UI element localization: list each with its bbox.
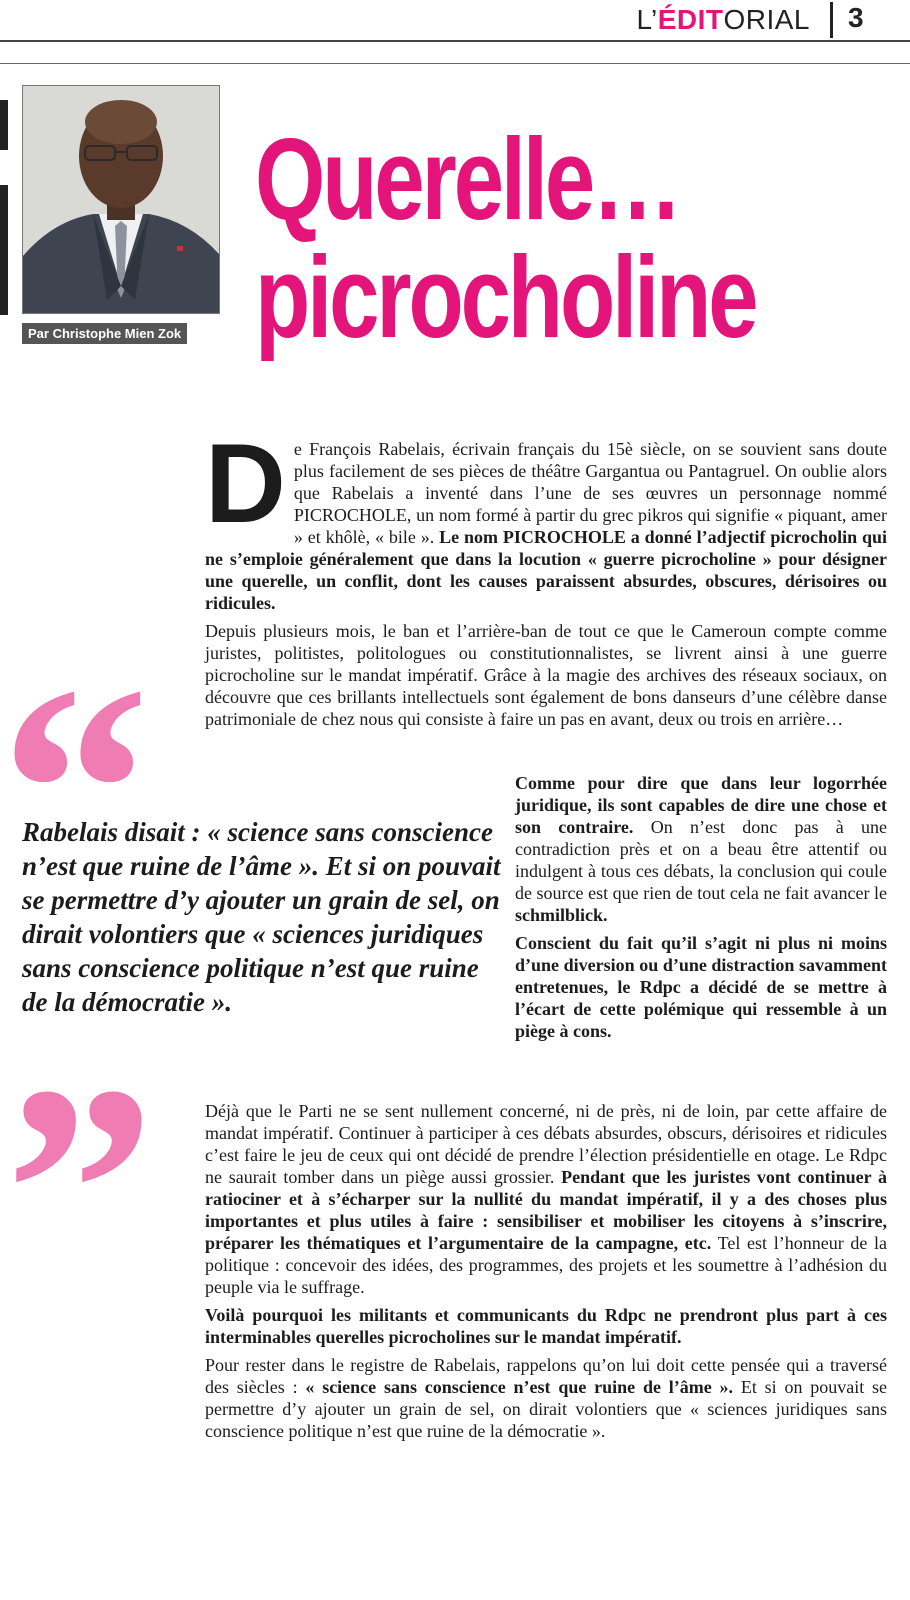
page-number: 3	[848, 2, 864, 33]
section-accent: ÉDIT	[657, 4, 724, 35]
paragraph-2-bold: Comme pour dire que dans leur logorrhée juridique, ils sont capables de dire une chose et son contraire.	[515, 773, 887, 837]
author-photo	[22, 85, 220, 314]
paragraph-5	[205, 1354, 887, 1442]
paragraph-3-bold-b: Pendant que les juristes vont continuer à ratiociner et à s’écharper sur la nullité du mandat impératif, il y a des choses plus importantes et plus utiles à faire : sensibiliser et mobiliser les citoyens à s’inscrire, préparer les thématiques et l’argumentaire de la campagne, etc.	[205, 1167, 888, 1253]
paragraph-2-bold-end: schmilblick.	[515, 905, 608, 925]
paragraph-5-text-b: Et si on pouvait se permettre d’y ajouter un grain de sel, on dirait volontiers que « sciences juridiques sans conscience politique n’est que ruine de la démocratie ».	[205, 1377, 888, 1441]
article-body-top	[205, 421, 888, 736]
section-prefix: L’	[636, 4, 658, 35]
title-line-1: Querelle…	[255, 114, 680, 244]
close-quote-mark: ”	[5, 1024, 155, 1356]
paragraph-3-text-c: Tel est l’honneur de la politique : concevoir des idées, des programmes, des projets et les soumettre à l’adhésion du peuple via le suffrage.	[205, 1233, 888, 1297]
author-byline: Par Christophe Mien Zok	[22, 323, 187, 344]
paragraph-3-continued	[205, 1100, 887, 1298]
paragraph-4	[205, 1304, 887, 1348]
paragraph-2-text: Depuis plusieurs mois, le ban et l’arrière-ban de tout ce que le Cameroun compte comme juristes, politistes, politologues ou constitutionnalistes, se livrent ainsi à une guerre picrocholine sur le mandat impératif. Grâce à la magie des archives des réseaux sociaux, on découvre que ces brillants intellectuels sont également de bons danseurs d’une célèbre danse patrimoniale de chez nous qui consiste à faire un pas en avant, deux ou trois en arrière…	[205, 621, 887, 729]
paragraph-2	[205, 620, 887, 730]
page-header	[0, 0, 910, 44]
paragraph-1-text: e François Rabelais, écrivain français du 15è siècle, on se souvient sans doute plus facilement de ses pièces de théâtre Gargantua ou Pantagruel. On oublie alors que Rabelais a inventé dans l’une de ses œuvres un personnage nommé PICROCHOLE, un nom formé à partir du grec pikros qui signifie « piquant, amer » et khôlè, « bile ».	[293, 439, 887, 547]
section-label	[636, 4, 810, 36]
article-title	[255, 114, 762, 362]
article-body-bottom	[205, 1100, 887, 1448]
paragraph-5-text-a: Pour rester dans le registre de Rabelais, rappelons qu’on lui doit cette pensée qui a traversé des siècles :	[205, 1355, 887, 1397]
adjacent-page-edge-gap	[0, 150, 8, 185]
article-body-right-column	[515, 772, 887, 1048]
pull-quote: Rabelais disait : « science sans conscience n’est que ruine de l’âme ». Et si on pouvait se permettre d’y ajouter un grain de sel, on dirait volontiers que « sciences juridiques sans conscience politique n’est que ruine de la démocratie ».	[22, 817, 501, 1017]
section-suffix: ORIAL	[723, 4, 810, 35]
author-portrait-illustration	[23, 86, 219, 313]
paragraph-1	[205, 421, 888, 614]
paragraph-2-continued	[515, 772, 887, 926]
title-line-2: picrocholine	[255, 232, 756, 362]
header-separator	[830, 2, 833, 38]
paragraph-3-text-a: Déjà que le Parti ne se sent nullement concerné, ni de près, ni de loin, par cette affaire de mandat impératif. Continuer à participer à ces débats absurdes, obscurs, dérisoires et ridicules c’est faire le jeu de ceux qui ont décidé de prendre l’élection présidentielle en otage. Le Rdpc ne saurait tomber dans un piège aussi grossier.	[205, 1101, 887, 1187]
paragraph-1-bold: Le nom PICROCHOLE a donné l’adjectif picrocholin qui ne s’emploie généralement que dans la locution « guerre picrocholine » pour désigner une querelle, un conflit, dont les causes paraissent absurdes, obscures, dérisoires ou ridicules.	[205, 527, 888, 613]
paragraph-4-bold: Voilà pourquoi les militants et communicants du Rdpc ne prendront plus part à ces interminables querelles picrocholines sur le mandat impératif.	[205, 1305, 887, 1347]
paragraph-3-bold: Conscient du fait qu’il s’agit ni plus ni moins d’une diversion ou d’une distraction savamment entretenues, le Rdpc a décidé de se mettre à l’écart de cette polémique qui ressemble à un piège à cons.	[515, 933, 887, 1041]
paragraph-2-text-b: On n’est donc pas à une contradiction près et on a beau être attentif ou indulgent à tous ces débats, la conclusion qui coule de source est que rien de tout cela ne fait avancer le	[515, 817, 888, 903]
open-quote-mark: “	[0, 624, 150, 956]
header-secondary-rule	[0, 63, 910, 64]
header-rule	[0, 40, 910, 42]
paragraph-3-start	[515, 932, 887, 1042]
drop-cap: D	[205, 421, 286, 546]
paragraph-5-bold: « science sans conscience n’est que ruine de l’âme ».	[305, 1377, 734, 1397]
adjacent-page-edge	[0, 100, 8, 315]
